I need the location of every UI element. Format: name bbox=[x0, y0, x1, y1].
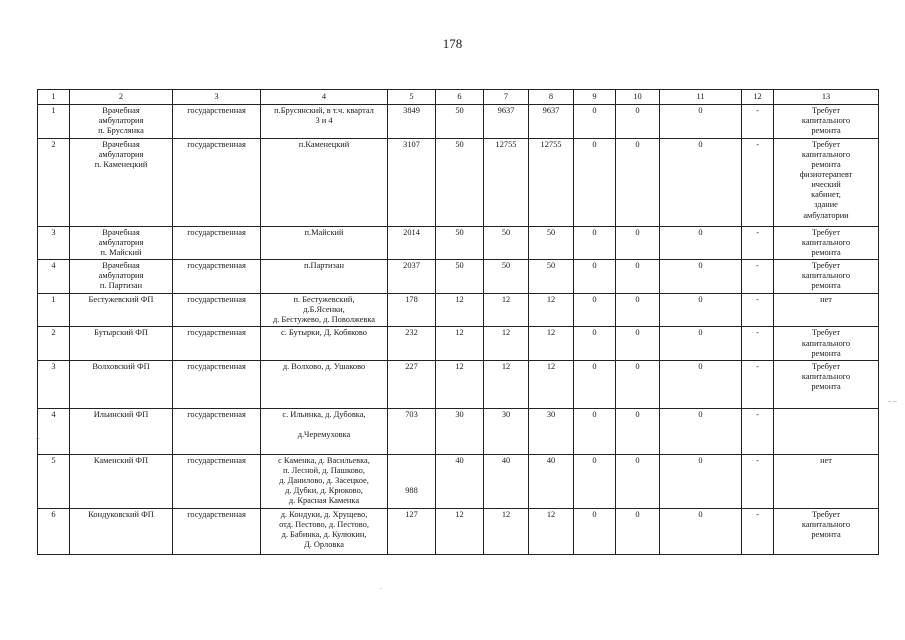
table-cell: нет bbox=[774, 294, 879, 327]
table-cell: п. Бестужевский, д.Б.Ясенки, д. Бестужево, д. Поволжевка bbox=[261, 294, 388, 327]
table-cell: Ильинский ФП bbox=[70, 408, 173, 454]
table-cell: 12 bbox=[484, 508, 529, 554]
table-cell: 0 bbox=[574, 508, 616, 554]
table-cell: государственная bbox=[173, 454, 261, 508]
table-cell: 2 bbox=[38, 139, 70, 227]
table-cell: 0 bbox=[616, 508, 660, 554]
table-cell: 50 bbox=[529, 227, 574, 260]
table-cell: 0 bbox=[574, 227, 616, 260]
table-cell: 0 bbox=[616, 294, 660, 327]
table-cell: нет bbox=[774, 454, 879, 508]
table-cell: 0 bbox=[616, 139, 660, 227]
table-row bbox=[38, 139, 879, 227]
table-cell: государственная bbox=[173, 408, 261, 454]
table-cell bbox=[774, 408, 879, 454]
table-cell: 50 bbox=[484, 260, 529, 294]
table-cell: 0 bbox=[574, 260, 616, 294]
table-cell: 1 bbox=[38, 105, 70, 139]
table-cell: 0 bbox=[660, 260, 742, 294]
table-cell: 12 bbox=[484, 294, 529, 327]
facilities-table bbox=[37, 89, 879, 555]
table-cell: 0 bbox=[574, 327, 616, 360]
table-cell: Врачебная амбулатория п. Партизан bbox=[70, 260, 173, 294]
table-cell: - bbox=[742, 227, 774, 260]
table-cell: 0 bbox=[616, 105, 660, 139]
table-cell: 30 bbox=[436, 408, 484, 454]
header-cell: 6 bbox=[436, 90, 484, 105]
header-cell: 11 bbox=[660, 90, 742, 105]
table-cell: 3107 bbox=[388, 139, 436, 227]
table-cell: 0 bbox=[574, 139, 616, 227]
table-row bbox=[38, 227, 879, 260]
table-cell: государственная bbox=[173, 327, 261, 360]
table-row bbox=[38, 105, 879, 139]
table-cell: 3 bbox=[38, 360, 70, 408]
header-cell: 1 bbox=[38, 90, 70, 105]
table-cell: Требует капитального ремонта bbox=[774, 508, 879, 554]
table-row bbox=[38, 360, 879, 408]
table-cell: 0 bbox=[616, 454, 660, 508]
table-cell: 12 bbox=[529, 508, 574, 554]
table-cell: 0 bbox=[616, 260, 660, 294]
table-cell: 12 bbox=[436, 294, 484, 327]
table-cell: - bbox=[742, 139, 774, 227]
table-cell: 2014 bbox=[388, 227, 436, 260]
table-cell: Бестужевский ФП bbox=[70, 294, 173, 327]
table-cell: Бутырский ФП bbox=[70, 327, 173, 360]
table-cell: 0 bbox=[574, 105, 616, 139]
table-cell: 0 bbox=[660, 454, 742, 508]
table-cell: 4 bbox=[38, 260, 70, 294]
table-cell: государственная bbox=[173, 360, 261, 408]
table-cell: 0 bbox=[616, 227, 660, 260]
table-cell: 50 bbox=[484, 227, 529, 260]
header-cell: 3 bbox=[173, 90, 261, 105]
table-row bbox=[38, 508, 879, 554]
table-cell: 0 bbox=[660, 227, 742, 260]
table-cell: п.Майский bbox=[261, 227, 388, 260]
table-cell: 3 bbox=[38, 227, 70, 260]
header-cell: 9 bbox=[574, 90, 616, 105]
table-cell: 0 bbox=[574, 408, 616, 454]
table-cell: 178 bbox=[388, 294, 436, 327]
table-cell: - bbox=[742, 360, 774, 408]
table-cell: д. Кондуки, д. Хрущево, отд. Пестово, д. Пестово, д. Бабинка, д. Кулюкин, Д. Орловка bbox=[261, 508, 388, 554]
table-cell: государственная bbox=[173, 227, 261, 260]
table-cell: Врачебная амбулатория п. Майский bbox=[70, 227, 173, 260]
table-cell: 0 bbox=[660, 105, 742, 139]
table-cell: 227 bbox=[388, 360, 436, 408]
table-cell: - bbox=[742, 408, 774, 454]
table-cell: 0 bbox=[616, 327, 660, 360]
table-cell: д. Волхово, д. Ушаково bbox=[261, 360, 388, 408]
page-number: 178 bbox=[442, 36, 463, 51]
table-cell: 9637 bbox=[529, 105, 574, 139]
table-cell: 50 bbox=[436, 139, 484, 227]
header-cell: 2 bbox=[70, 90, 173, 105]
table-cell: - bbox=[742, 454, 774, 508]
table-cell: - bbox=[742, 105, 774, 139]
table-cell: Требует капитального ремонта bbox=[774, 260, 879, 294]
table-cell: 988 bbox=[388, 454, 436, 508]
table-cell: - bbox=[742, 294, 774, 327]
table-cell: 0 bbox=[660, 327, 742, 360]
table-cell: 3849 bbox=[388, 105, 436, 139]
header-cell: 5 bbox=[388, 90, 436, 105]
table-cell: 40 bbox=[484, 454, 529, 508]
table-cell: 9637 bbox=[484, 105, 529, 139]
table-cell: 127 bbox=[388, 508, 436, 554]
table-cell: 30 bbox=[529, 408, 574, 454]
table-cell: 0 bbox=[616, 408, 660, 454]
table-cell: 30 bbox=[484, 408, 529, 454]
margin-mark: _ bbox=[36, 432, 40, 440]
table-row bbox=[38, 327, 879, 360]
table-cell: 4 bbox=[38, 408, 70, 454]
table-cell: Волховский ФП bbox=[70, 360, 173, 408]
table-cell: Врачебная амбулатория п. Каменецкий bbox=[70, 139, 173, 227]
table-cell: 0 bbox=[660, 408, 742, 454]
table-cell: п.Партизан bbox=[261, 260, 388, 294]
table-cell: - bbox=[742, 260, 774, 294]
header-cell: 4 bbox=[261, 90, 388, 105]
table-cell: государственная bbox=[173, 294, 261, 327]
table-cell: 12 bbox=[436, 327, 484, 360]
table-cell: 232 bbox=[388, 327, 436, 360]
table-cell: 0 bbox=[616, 360, 660, 408]
table-cell: 12755 bbox=[529, 139, 574, 227]
table-row bbox=[38, 454, 879, 508]
table-row bbox=[38, 408, 879, 454]
table-cell: Врачебная амбулатория п. Бруслянка bbox=[70, 105, 173, 139]
table-cell: с Каменка, д. Васильевка, п. Лесной, д. Пашково, д. Данилово, д. Засецкое, д. Дубки, д. Крюково, д. Красная Каменка bbox=[261, 454, 388, 508]
margin-mark: . bbox=[380, 583, 382, 591]
table-cell: 50 bbox=[436, 227, 484, 260]
table-cell: п.Каменецкий bbox=[261, 139, 388, 227]
table-cell: 0 bbox=[574, 360, 616, 408]
margin-mark: _ _ bbox=[888, 395, 897, 403]
header-cell: 12 bbox=[742, 90, 774, 105]
table-cell: 12 bbox=[436, 360, 484, 408]
table-row bbox=[38, 260, 879, 294]
table-cell: 12 bbox=[436, 508, 484, 554]
table-cell: 5 bbox=[38, 454, 70, 508]
table-row bbox=[38, 294, 879, 327]
table-cell: 40 bbox=[529, 454, 574, 508]
table-cell: государственная bbox=[173, 105, 261, 139]
table-cell: Требует капитального ремонта физиотерапевт ический кабинет, здание амбулатории bbox=[774, 139, 879, 227]
table-cell: 0 bbox=[660, 294, 742, 327]
table-cell: Каменский ФП bbox=[70, 454, 173, 508]
table-cell: Кондуковский ФП bbox=[70, 508, 173, 554]
table-cell: 12 bbox=[529, 294, 574, 327]
table-cell: 1 bbox=[38, 294, 70, 327]
table-cell: с. Бутырки, Д. Кобяково bbox=[261, 327, 388, 360]
table-cell: 0 bbox=[574, 294, 616, 327]
table-cell: 12 bbox=[529, 327, 574, 360]
header-cell: 10 bbox=[616, 90, 660, 105]
table-cell: государственная bbox=[173, 260, 261, 294]
table-cell: Требует капитального ремонта bbox=[774, 105, 879, 139]
table-cell: 12 bbox=[484, 327, 529, 360]
table-cell: Требует капитального ремонта bbox=[774, 227, 879, 260]
table-cell: Требует капитального ремонта bbox=[774, 360, 879, 408]
table-cell: 50 bbox=[436, 260, 484, 294]
table-cell: государственная bbox=[173, 508, 261, 554]
table-cell: п.Брусянский, в т.ч. квартал 3 и 4 bbox=[261, 105, 388, 139]
table-cell: Требует капитального ремонта bbox=[774, 327, 879, 360]
table-cell: государственная bbox=[173, 139, 261, 227]
table-cell: 2037 bbox=[388, 260, 436, 294]
table-cell: - bbox=[742, 508, 774, 554]
table-cell: с. Ильинка, д. Дубовка, д.Черемуховка bbox=[261, 408, 388, 454]
table-cell: 12755 bbox=[484, 139, 529, 227]
table-cell: 6 bbox=[38, 508, 70, 554]
table-cell: 40 bbox=[436, 454, 484, 508]
table-cell: 50 bbox=[436, 105, 484, 139]
table-cell: 0 bbox=[574, 454, 616, 508]
table-cell: 0 bbox=[660, 139, 742, 227]
table-cell: - bbox=[742, 327, 774, 360]
table-cell: 703 bbox=[388, 408, 436, 454]
table-cell: 2 bbox=[38, 327, 70, 360]
header-cell: 13 bbox=[774, 90, 879, 105]
header-row bbox=[38, 90, 879, 105]
table-body bbox=[38, 90, 879, 555]
table-cell: 50 bbox=[529, 260, 574, 294]
header-cell: 8 bbox=[529, 90, 574, 105]
table-cell: 0 bbox=[660, 508, 742, 554]
table-cell: 12 bbox=[484, 360, 529, 408]
table-cell: 12 bbox=[529, 360, 574, 408]
header-cell: 7 bbox=[484, 90, 529, 105]
table-cell: 0 bbox=[660, 360, 742, 408]
